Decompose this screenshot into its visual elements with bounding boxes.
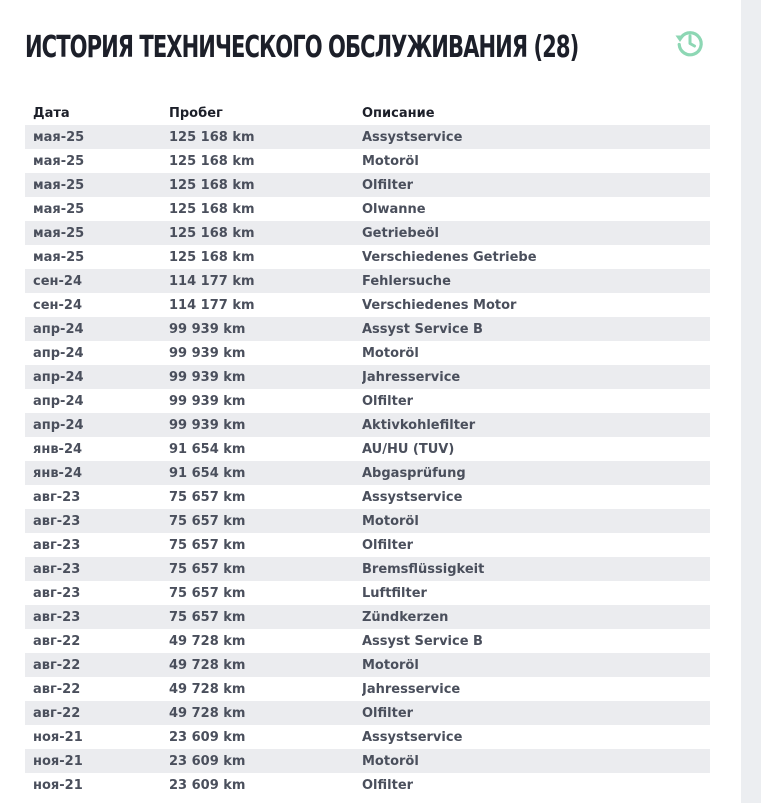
column-header-description: Описание	[362, 105, 435, 121]
table-row	[25, 773, 710, 797]
date-cell: мая-25	[33, 177, 85, 193]
description-cell: Ölfilter	[362, 177, 414, 193]
mileage-cell: 125 168 km	[169, 153, 255, 169]
date-cell: авг-22	[33, 681, 81, 697]
table-row	[25, 413, 710, 437]
description-cell: Assystservice	[362, 489, 463, 505]
table-row	[25, 269, 710, 293]
description-cell: Assystservice	[362, 729, 463, 745]
mileage-cell: 49 728 km	[169, 681, 246, 697]
description-cell: Luftfilter	[362, 585, 427, 601]
mileage-cell: 75 657 km	[169, 537, 246, 553]
description-cell: Verschiedenes Getriebe	[362, 249, 537, 265]
date-cell: мая-25	[33, 129, 85, 145]
table-row	[25, 149, 710, 173]
table-row	[25, 365, 710, 389]
table-row	[25, 677, 710, 701]
mileage-cell: 75 657 km	[169, 561, 246, 577]
date-cell: мая-25	[33, 249, 85, 265]
date-cell: апр-24	[33, 321, 84, 337]
table-row	[25, 317, 710, 341]
table-row	[25, 437, 710, 461]
mileage-cell: 75 657 km	[169, 609, 246, 625]
mileage-cell: 99 939 km	[169, 417, 246, 433]
table-row	[25, 173, 710, 197]
table-row	[25, 221, 710, 245]
date-cell: авг-23	[33, 609, 81, 625]
description-cell: Ölfilter	[362, 393, 414, 409]
date-cell: апр-24	[33, 345, 84, 361]
column-header-mileage: Пробег	[169, 105, 223, 121]
description-cell: Ölwanne	[362, 201, 426, 217]
date-cell: авг-22	[33, 657, 81, 673]
date-cell: мая-25	[33, 201, 85, 217]
description-cell: Aktivkohlefilter	[362, 417, 476, 433]
table-row	[25, 749, 710, 773]
table-row	[25, 389, 710, 413]
mileage-cell: 75 657 km	[169, 585, 246, 601]
description-cell: Assystservice	[362, 129, 463, 145]
date-cell: мая-25	[33, 153, 85, 169]
description-cell: Motoröl	[362, 513, 419, 529]
mileage-cell: 125 168 km	[169, 249, 255, 265]
description-cell: Motoröl	[362, 753, 419, 769]
table-row	[25, 485, 710, 509]
description-cell: Motoröl	[362, 153, 419, 169]
description-cell: Bremsflüssigkeit	[362, 561, 485, 577]
table-row	[25, 629, 710, 653]
mileage-cell: 49 728 km	[169, 633, 246, 649]
date-cell: апр-24	[33, 417, 84, 433]
date-cell: авг-23	[33, 489, 81, 505]
column-header-date: Дата	[33, 105, 70, 121]
description-cell: Zündkerzen	[362, 609, 449, 625]
history-button[interactable]	[673, 25, 707, 59]
date-cell: янв-24	[33, 441, 83, 457]
mileage-cell: 125 168 km	[169, 201, 255, 217]
date-cell: ноя-21	[33, 753, 83, 769]
table-row	[25, 125, 710, 149]
date-cell: авг-22	[33, 633, 81, 649]
description-cell: Assyst Service B	[362, 321, 483, 337]
mileage-cell: 99 939 km	[169, 321, 246, 337]
description-cell: Ölfilter	[362, 777, 414, 793]
date-cell: сен-24	[33, 297, 82, 313]
description-cell: Assyst Service B	[362, 633, 483, 649]
table-row	[25, 293, 710, 317]
table-row	[25, 725, 710, 749]
description-cell: Jahresservice	[362, 681, 461, 697]
date-cell: авг-23	[33, 537, 81, 553]
mileage-cell: 49 728 km	[169, 705, 246, 721]
page-title: ИСТОРИЯ ТЕХНИЧЕСКОГО ОБСЛУЖИВАНИЯ (28)	[25, 30, 579, 65]
description-cell: Ölfilter	[362, 537, 414, 553]
maintenance-table	[25, 101, 710, 797]
description-cell: Motoröl	[362, 657, 419, 673]
mileage-cell: 75 657 km	[169, 513, 246, 529]
table-row	[25, 245, 710, 269]
table-row	[25, 653, 710, 677]
mileage-cell: 91 654 km	[169, 465, 246, 481]
mileage-cell: 23 609 km	[169, 777, 246, 793]
table-row	[25, 701, 710, 725]
page-side-strip	[741, 0, 761, 803]
date-cell: авг-23	[33, 585, 81, 601]
mileage-cell: 75 657 km	[169, 489, 246, 505]
description-cell: Fehlersuche	[362, 273, 451, 289]
mileage-cell: 49 728 km	[169, 657, 246, 673]
table-row	[25, 197, 710, 221]
table-row	[25, 533, 710, 557]
mileage-cell: 23 609 km	[169, 753, 246, 769]
date-cell: янв-24	[33, 465, 83, 481]
description-cell: Verschiedenes Motor	[362, 297, 517, 313]
mileage-cell: 23 609 km	[169, 729, 246, 745]
date-cell: ноя-21	[33, 729, 83, 745]
table-body	[25, 125, 710, 797]
table-row	[25, 581, 710, 605]
date-cell: апр-24	[33, 369, 84, 385]
history-icon	[673, 25, 707, 59]
date-cell: сен-24	[33, 273, 82, 289]
date-cell: авг-23	[33, 513, 81, 529]
mileage-cell: 125 168 km	[169, 129, 255, 145]
mileage-cell: 99 939 km	[169, 369, 246, 385]
table-header	[25, 101, 710, 125]
date-cell: мая-25	[33, 225, 85, 241]
mileage-cell: 99 939 km	[169, 393, 246, 409]
table-row	[25, 557, 710, 581]
description-cell: Ölfilter	[362, 705, 414, 721]
table-row	[25, 461, 710, 485]
description-cell: Getriebeöl	[362, 225, 439, 241]
date-cell: авг-22	[33, 705, 81, 721]
description-cell: Motoröl	[362, 345, 419, 361]
mileage-cell: 114 177 km	[169, 273, 255, 289]
mileage-cell: 99 939 km	[169, 345, 246, 361]
description-cell: AU/HU (TÜV)	[362, 441, 455, 457]
description-cell: Abgasprüfung	[362, 465, 466, 481]
mileage-cell: 114 177 km	[169, 297, 255, 313]
description-cell: Jahresservice	[362, 369, 461, 385]
date-cell: апр-24	[33, 393, 84, 409]
date-cell: авг-23	[33, 561, 81, 577]
date-cell: ноя-21	[33, 777, 83, 793]
table-row	[25, 605, 710, 629]
table-row	[25, 509, 710, 533]
mileage-cell: 125 168 km	[169, 225, 255, 241]
mileage-cell: 91 654 km	[169, 441, 246, 457]
mileage-cell: 125 168 km	[169, 177, 255, 193]
table-row	[25, 341, 710, 365]
